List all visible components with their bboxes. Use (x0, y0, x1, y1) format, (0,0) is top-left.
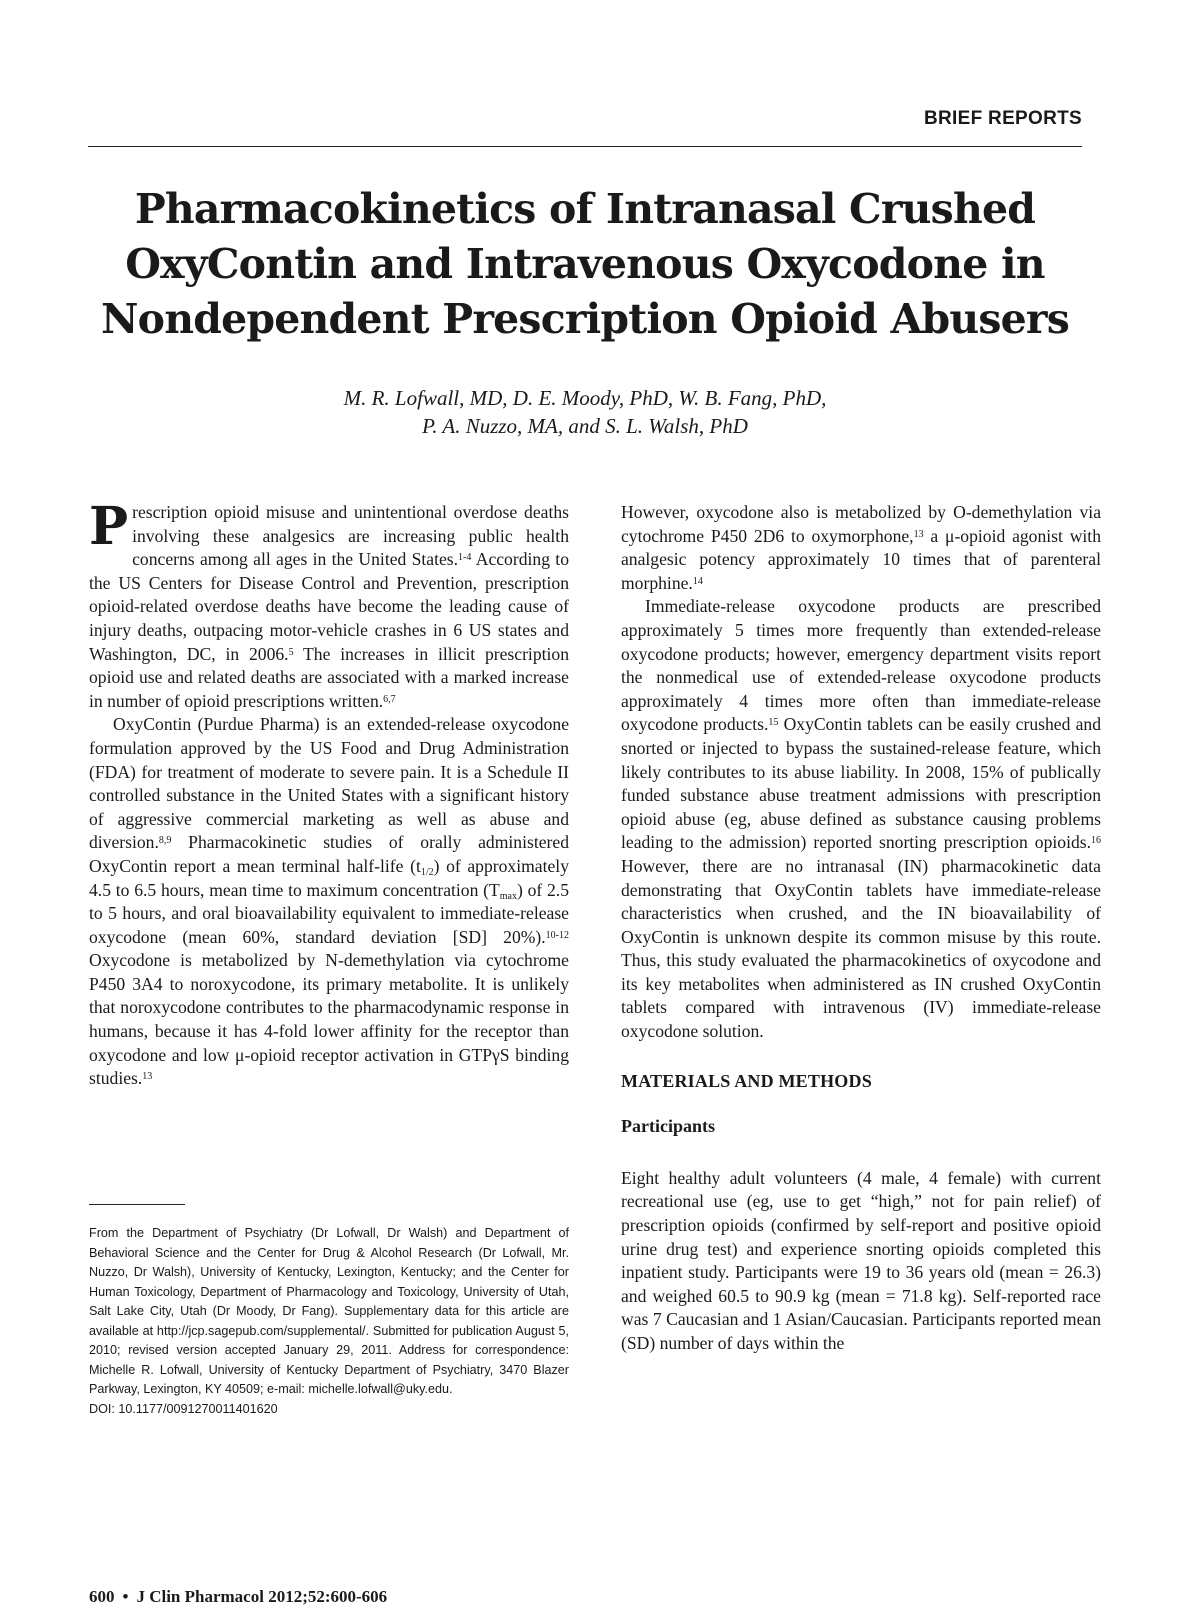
right-column (621, 501, 1101, 1356)
text-run: ) of 2.5 to 5 hours, and oral bioavailability equivalent to immediate-release oxycodone (mean 60%, standard deviation [SD] 20%). (89, 879, 569, 947)
citation-ref: 14 (692, 575, 703, 587)
page-number: 600 (89, 1587, 115, 1606)
text-run: However, oxycodone also is metabolized by O-demethylation via cytochrome P450 2D6 to oxymorphone, (621, 502, 1101, 546)
footer-bullet: • (122, 1587, 129, 1606)
subscript: 1/2 (420, 866, 434, 878)
page-footer (89, 1587, 387, 1607)
article-title (88, 182, 1082, 347)
author-list (88, 384, 1082, 440)
section-label: BRIEF REPORTS (923, 108, 1082, 129)
participants-paragraph: Eight healthy adult volunteers (4 male, 4 female) with current recreational use (eg, use to get “high,” not for pain relief) of prescription opioids (confirmed by self-report and positive opioid urine drug test) and experience snorting opioids completed this inpatient study. Participants were 19 to 36 years old (mean = 26.3) and weighed 60.5 to 90.9 kg (mean = 71.8 kg). Self-reported race was 7 Caucasian and 1 Asian/Caucasian. Participants reported mean (SD) number of days within the (621, 1167, 1101, 1353)
text-run: According to the US Centers for Disease Control and Prevention, prescription opioid-related overdose deaths have become the leading cause of injury deaths, outpacing motor-vehicle crashes in 6 US states and Washington, DC, in 2006. (89, 549, 569, 664)
left-column (89, 496, 569, 1091)
affiliation-footnote (89, 1224, 569, 1419)
citation-ref: 13 (142, 1071, 153, 1083)
metabolism-paragraph (621, 501, 1101, 595)
text-run: OxyContin tablets can be easily crushed and snorted or injected to bypass the sustained-release feature, which likely contributes to its abuse liability. In 2008, 15% of publically funded substance abuse treatment admissions with prescription opioid abuse (eg, abuse defined as substance causing problems leading to the admission) reported snorting prescription opioids. (621, 714, 1101, 853)
methods-heading: MATERIALS AND METHODS (621, 1070, 872, 1091)
citation-ref: 13 (913, 528, 924, 540)
citation-ref: 10-12 (545, 929, 569, 941)
text-run: Oxycodone is metabolized by N-demethylation via cytochrome P450 3A4 to noroxycodone, its primary metabolite. It is unlikely that noroxycodone contributes to the pharmacodynamic response in humans, because it has 4-fold lower affinity for the receptor than oxycodone and low μ-opioid receptor activation in GTPγS binding studies. (89, 950, 569, 1089)
citation-ref: 6,7 (383, 693, 396, 705)
citation-ref: 15 (768, 717, 779, 729)
subscript: max (499, 890, 517, 902)
author-line: M. R. Lofwall, MD, D. E. Moody, PhD, W. B. Fang, PhD, (343, 386, 827, 410)
title-line: OxyContin and Intravenous Oxycodone in (125, 240, 1045, 288)
participants-heading: Participants (621, 1116, 715, 1137)
text-run: The increases in illicit prescription opioid use and related deaths are associated with a marked increase in number of opioid prescriptions written. (89, 643, 569, 711)
oxycontin-paragraph (89, 713, 569, 1091)
drop-cap: P (89, 496, 129, 557)
header-rule (88, 146, 1082, 147)
footnote-text: From the Department of Psychiatry (Dr Lofwall, Dr Walsh) and Department of Behavioral Science and the Center for Drug & Alcohol Research (Dr Lofwall, Mr. Nuzzo, Dr Walsh), University of Kentucky, Lexington, Kentucky; and the Center for Human Toxicology, Department of Pharmacology and Toxicology, University of Utah, Salt Lake City, Utah (Dr Moody, Dr Fang). Supplementary data for this article are available at http://jcp.sagepub.com/supplemental/. Submitted for publication August 5, 2010; revised version accepted January 29, 2011. Address for correspondence: Michelle R. Lofwall, University of Kentucky Department of Psychiatry, 3470 Blazer Parkway, Lexington, KY 40509; e-mail: michelle.lofwall@uky.edu. (89, 1226, 569, 1396)
journal-citation: J Clin Pharmacol 2012;52:600-606 (136, 1587, 388, 1606)
title-line: Nondependent Prescription Opioid Abusers (100, 295, 1070, 343)
citation-ref: 8,9 (158, 835, 172, 847)
text-run: a μ-opioid agonist with analgesic potency approximately 10 times that of parenteral morphine. (621, 525, 1101, 593)
footnote-rule (89, 1204, 185, 1205)
text-run: OxyContin (Purdue Pharma) is an extended-release oxycodone formulation approved by the US Food and Drug Administration (FDA) for treatment of moderate to severe pain. It is a Schedule II controlled substance in the United States with a significant history of aggressive commercial marketing as well as abuse and diversion. (89, 714, 569, 853)
intro-paragraph (89, 496, 569, 713)
text-run: Pharmacokinetic studies of orally administered OxyContin report a mean terminal half-life (t (89, 832, 569, 876)
author-line: P. A. Nuzzo, MA, and S. L. Walsh, PhD (422, 414, 748, 438)
citation-ref: 1-4 (458, 552, 472, 564)
citation-ref: 5 (288, 646, 294, 658)
rationale-paragraph (621, 595, 1101, 1043)
text-run: rescription opioid misuse and unintentional overdose deaths involving these analgesics are increasing public health concerns among all ages in the United States. (132, 502, 569, 570)
text-run: ) of approximately 4.5 to 6.5 hours, mean time to maximum concentration (T (89, 855, 569, 900)
title-line: Pharmacokinetics of Intranasal Crushed (134, 185, 1036, 233)
text-run: Immediate-release oxycodone products are prescribed approximately 5 times more frequently than extended-release oxycodone products; however, emergency department visits report the nonmedical use of extended-release oxycodone products approximately 4 times more often than immediate-release oxycodone products. (621, 596, 1101, 735)
text-run: However, there are no intranasal (IN) pharmacokinetic data demonstrating that OxyContin tablets have immediate-release characteristics when crushed, and the IN bioavailability of OxyContin is unknown despite its common misuse by this route. Thus, this study evaluated the pharmacokinetics of oxycodone and its key metabolites when administered as IN crushed OxyContin tablets compared with intravenous (IV) immediate-release oxycodone solution. (621, 855, 1101, 1042)
citation-ref: 16 (1091, 835, 1101, 847)
doi: DOI: 10.1177/0091270011401620 (89, 1401, 278, 1416)
